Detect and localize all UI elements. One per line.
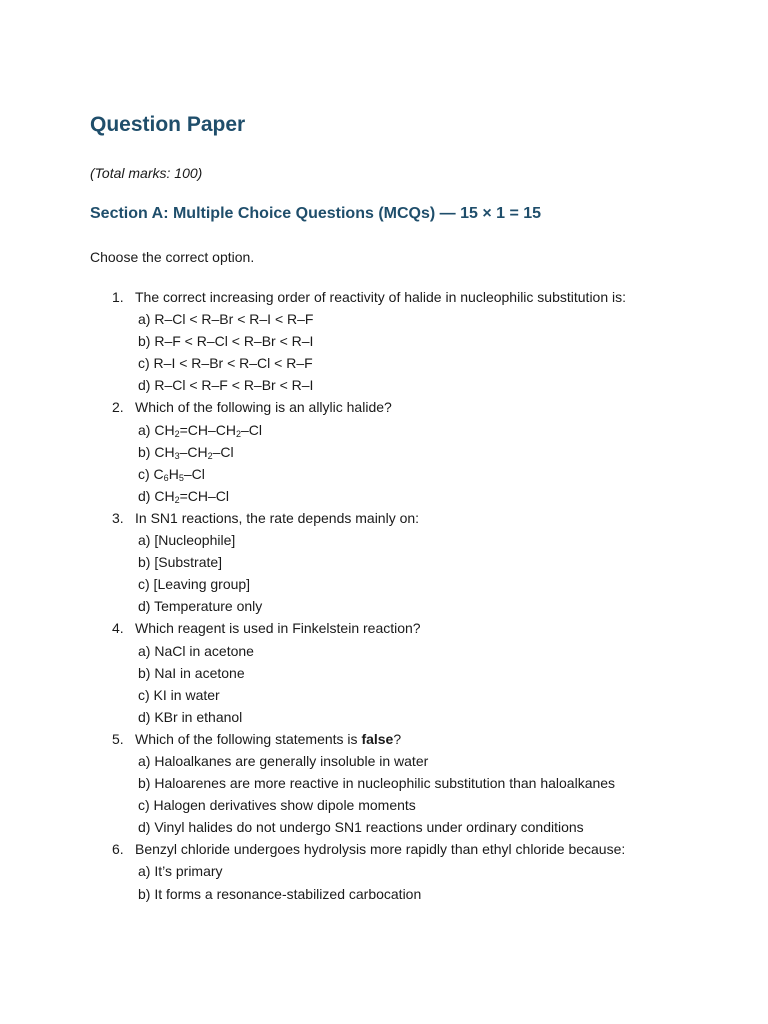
question-option: a) It’s primary: [138, 863, 223, 880]
question-option: c) [Leaving group]: [138, 576, 251, 593]
question-number: 6.: [112, 841, 124, 858]
question-option: b) Haloarenes are more reactive in nucleophilic substitution than haloalkanes: [138, 775, 616, 792]
section-a-instruction: Choose the correct option.: [90, 249, 255, 265]
question-text: Which reagent is used in Finkelstein reaction?: [135, 620, 421, 637]
question-option: a) NaCl in acetone: [138, 642, 254, 659]
question-item: [90, 286, 730, 396]
question-number: 1.: [112, 289, 124, 305]
question-text: In SN1 reactions, the rate depends mainly on:: [135, 509, 420, 526]
question-option: d) Vinyl halides do not undergo SN1 reactions under ordinary conditions: [138, 819, 584, 836]
question-text: Which of the following is an allylic halide?: [135, 399, 392, 416]
question-option: b) It forms a resonance-stabilized carbocation: [138, 885, 422, 902]
question-option: b) [Substrate]: [138, 554, 223, 571]
question-option: c) R–I < R–Br < R–Cl < R–F: [138, 355, 313, 372]
question-option: d) $CH_2=CH-Cl$: [138, 487, 229, 505]
question-text: Benzyl chloride undergoes hydrolysis more rapidly than ethyl chloride because:: [135, 841, 626, 858]
question-option: c) Halogen derivatives show dipole moments: [138, 797, 416, 814]
question-option: d) KBr in ethanol: [138, 708, 243, 725]
question-item: [90, 507, 730, 617]
question-option: a) $CH_2=CH-CH_2-Cl$: [138, 421, 263, 439]
question-option: b) $CH_3-CH_2-Cl$: [138, 443, 234, 461]
question-option: c) $C_6H_5-Cl$: [138, 465, 205, 483]
question-option: a) R–Cl < R–Br < R–I < R–F: [138, 311, 314, 328]
section-a-heading: Section A: Multiple Choice Questions (MCQs) — 15 × 1 = 15: [90, 205, 542, 222]
page-title: Question Paper: [90, 113, 246, 136]
question-option: d) R–Cl < R–F < R–Br < R–I: [138, 377, 314, 394]
question-option: c) KI in water: [138, 686, 220, 703]
question-option: a) Haloalkanes are generally insoluble in water: [138, 752, 429, 769]
question-text: The correct increasing order of reactivity of halide in nucleophilic substitution is:: [135, 289, 627, 305]
total-marks: (Total marks: 100): [90, 165, 203, 181]
question-number: 3.: [112, 509, 124, 526]
question-number: 4.: [112, 620, 124, 637]
question-item: [90, 617, 730, 727]
question-number: 5.: [112, 730, 124, 747]
question-option: d) Temperature only: [138, 598, 263, 615]
question-list: [90, 286, 730, 905]
question-option: b) R–F < R–Cl < R–Br < R–I: [138, 333, 314, 350]
question-item: [90, 728, 730, 838]
question-option: b) NaI in acetone: [138, 664, 245, 681]
question-option: a) [Nucleophile]: [138, 532, 236, 549]
question-number: 2.: [112, 399, 124, 416]
question-item: [90, 396, 730, 506]
question-item: [90, 838, 730, 904]
question-text: Which of the following statements is false?: [135, 730, 402, 747]
